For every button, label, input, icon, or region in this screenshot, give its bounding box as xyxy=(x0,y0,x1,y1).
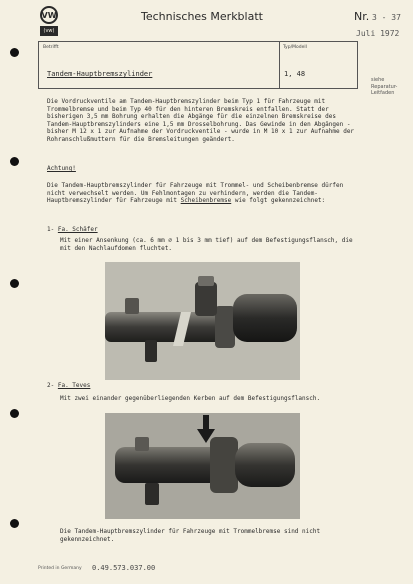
cylinder-photo-teves xyxy=(105,413,300,519)
side-note-line: Leitfaden xyxy=(371,90,395,96)
document-date: Juli 1972 xyxy=(356,29,400,38)
vw-logo: VW xyxy=(40,6,58,24)
cylinder-schaefer-image xyxy=(105,262,300,380)
punch-hole xyxy=(10,519,19,528)
document-title: Technisches Merkblatt xyxy=(141,10,263,23)
item-1-number: 1- xyxy=(47,226,55,233)
subject-text: Tandem-Hauptbremszylinder xyxy=(47,70,153,78)
item-2-number: 2- xyxy=(47,382,55,389)
warning-term: Scheibenbremse xyxy=(180,197,232,204)
betrifft-label: Betrifft xyxy=(43,45,59,50)
punch-hole xyxy=(10,157,19,166)
typ-label: Typ/Modell xyxy=(283,45,307,50)
achtung-heading: Achtung! xyxy=(47,165,76,172)
warning-text: Die Tandem-Hauptbremszylinder für Fahrzeuge mit Trommel- und Scheibenbremse dürfen nicht verwechselt werden. Um Fehlmontagen zu verhindern, werden die Tandem-Hauptbremszylinder für Fahrzeuge mit xyxy=(47,182,344,204)
item-1-text: Mit einer Ansenkung (ca. 6 mm ∅ 1 bis 3 mm tief) auf dem Befestigungsflansch, die mit den Nachlaufdomen fluchtet. xyxy=(60,237,353,252)
punch-hole xyxy=(10,409,19,418)
closing-paragraph: Die Tandem-Hauptbremszylinder für Fahrzeuge mit Trommelbremse sind nicht gekennzeichnet. xyxy=(60,528,321,543)
cylinder-teves-image xyxy=(105,413,300,519)
nr-label: Nr. xyxy=(354,10,370,23)
item-2-heading xyxy=(47,382,90,389)
warning-text-end: wie folgt gekennzeichnet: xyxy=(231,197,326,204)
punch-hole xyxy=(10,48,19,57)
cylinder-photo-schaefer xyxy=(105,262,300,380)
header xyxy=(0,0,413,40)
side-note xyxy=(371,77,411,97)
item-2-label: Fa. Teves xyxy=(57,382,91,389)
form-divider xyxy=(279,42,280,88)
punch-hole xyxy=(10,279,19,288)
item-1-label: Fa. Schäfer xyxy=(57,226,98,233)
item-2-text: Mit zwei einander gegenüberliegenden Kerben auf dem Befestigungsflansch. xyxy=(60,395,321,402)
item-1-heading xyxy=(47,226,98,233)
logo-sub-label: (vw) xyxy=(40,26,58,36)
print-note: Printed in Germany xyxy=(38,566,82,571)
subject-box xyxy=(38,41,358,89)
side-note-line: Reparatur- xyxy=(371,83,398,90)
document-code: 0.49.573.037.00 xyxy=(92,564,156,572)
intro-paragraph: Die Vordruckventile am Tandem-Hauptbremszylinder beim Typ 1 für Fahrzeuge mit Trommelbremse und beim Typ 40 für den hinteren Bremskreis entfallen. Statt der bisherigen 3,5 mm Bohrung erhalten die Abgänge für die einzelnen Bremskreise des Tandem-Hauptbremszylinders eine 1,5 mm Drosselbohrung. Das Gewinde in den Abgängen - bisher M 12 x 1 zur Aufnahme der Vordruckventile - wurde in M 10 x 1 zur Aufnahme der Rohranschlußmuttern für die Bremsleitungen geändert. xyxy=(47,98,355,143)
warning-paragraph xyxy=(47,182,362,205)
typ-value: 1, 48 xyxy=(284,70,306,78)
document-number: 3 - 37 xyxy=(372,13,401,22)
side-note-line: siehe xyxy=(371,77,385,83)
